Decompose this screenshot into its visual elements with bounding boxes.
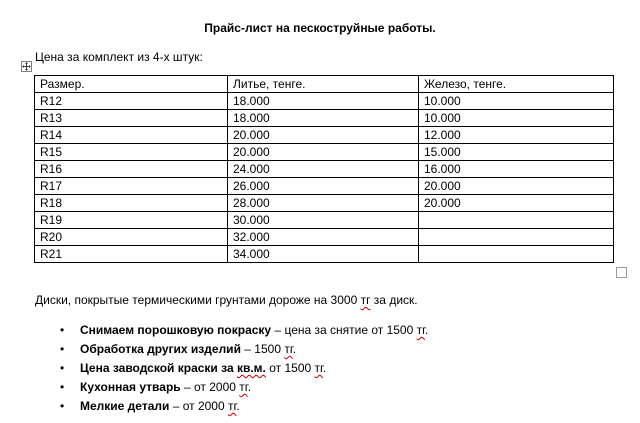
service-name: Кухонная утварь: [80, 380, 181, 394]
cell-cast: 26.000: [228, 178, 419, 195]
service-end: .: [292, 342, 297, 356]
cell-cast: 34.000: [228, 246, 419, 263]
cell-size: R15: [35, 144, 228, 161]
move-arrows-icon[interactable]: [21, 61, 32, 72]
service-name: Цена заводской краски за: [80, 361, 237, 375]
list-item: [0, 340, 428, 359]
cell-size: R19: [35, 212, 228, 229]
service-end: .: [236, 399, 240, 413]
service-price: от 1500: [265, 361, 315, 375]
resize-square-icon[interactable]: [616, 267, 627, 278]
bullet-icon: •: [60, 380, 65, 394]
cell-cast: 32.000: [228, 229, 419, 246]
service-name: Обработка других изделий: [80, 342, 241, 356]
service-name: Мелкие детали: [80, 399, 170, 413]
header-cast: Литье, тенге.: [228, 76, 419, 93]
cell-iron: 16.000: [419, 161, 614, 178]
cell-iron: 15.000: [419, 144, 614, 161]
cell-cast: 18.000: [228, 110, 419, 127]
table-row: [35, 178, 614, 195]
table-row: [35, 212, 614, 229]
table-row: [35, 93, 614, 110]
service-name-unit: кв.м.: [236, 361, 266, 375]
cell-size: R12: [35, 93, 228, 110]
price-table: [34, 75, 614, 263]
document-title: Прайс-лист на пескоструйные работы.: [204, 21, 436, 35]
table-row: [35, 127, 614, 144]
table-row: [35, 195, 614, 212]
cell-iron: [419, 229, 614, 246]
cell-cast: 20.000: [228, 127, 419, 144]
list-item: [0, 321, 428, 340]
cell-iron: [419, 246, 614, 263]
table-row: [35, 246, 614, 263]
currency-abbr: тг: [360, 293, 371, 307]
cell-cast: 18.000: [228, 93, 419, 110]
cell-size: R13: [35, 110, 228, 127]
list-item: [0, 378, 428, 397]
cell-size: R18: [35, 195, 228, 212]
currency-abbr: тг: [416, 323, 426, 337]
list-item: [0, 397, 428, 416]
cell-size: R14: [35, 127, 228, 144]
note-text: Диски, покрытые термическими грунтами дороже на 3000: [35, 293, 361, 307]
cell-size: R16: [35, 161, 228, 178]
list-item: [0, 359, 428, 378]
cell-size: R21: [35, 246, 228, 263]
thermal-primer-note: [35, 293, 418, 307]
cell-cast: 30.000: [228, 212, 419, 229]
cell-iron: 10.000: [419, 93, 614, 110]
table-row: [35, 229, 614, 246]
cell-cast: 24.000: [228, 161, 419, 178]
table-row: [35, 161, 614, 178]
currency-abbr: тг: [284, 342, 293, 356]
currency-abbr: тг: [314, 361, 323, 375]
header-size: Размер.: [35, 76, 228, 93]
table-row: [35, 144, 614, 161]
bullet-icon: •: [60, 361, 65, 375]
service-end: .: [425, 323, 429, 337]
service-end: .: [247, 380, 252, 394]
service-price: – от 2000: [169, 399, 228, 413]
cell-cast: 28.000: [228, 195, 419, 212]
cell-iron: 12.000: [419, 127, 614, 144]
table-caption: Цена за комплект из 4-х штук:: [35, 50, 203, 64]
cell-size: R20: [35, 229, 228, 246]
service-price: – 1500: [240, 342, 285, 356]
currency-abbr: тг: [239, 380, 248, 394]
bullet-icon: •: [60, 323, 65, 337]
table-row: [35, 110, 614, 127]
cell-iron: [419, 212, 614, 229]
services-list: [0, 321, 428, 416]
service-price: – от 2000: [180, 380, 240, 394]
service-end: .: [322, 361, 327, 375]
cell-iron: 20.000: [419, 195, 614, 212]
service-price: – цена за снятие от 1500: [271, 323, 417, 337]
bullet-icon: •: [60, 342, 65, 356]
cell-iron: 20.000: [419, 178, 614, 195]
service-name: Снимаем порошковую покраску: [80, 323, 272, 337]
currency-abbr: тг: [228, 399, 237, 413]
cell-cast: 20.000: [228, 144, 419, 161]
note-text-end: за диск.: [370, 293, 418, 307]
cell-iron: 10.000: [419, 110, 614, 127]
cell-size: R17: [35, 178, 228, 195]
bullet-icon: •: [60, 399, 65, 413]
header-iron: Железо, тенге.: [419, 76, 614, 93]
table-header-row: [35, 76, 614, 93]
